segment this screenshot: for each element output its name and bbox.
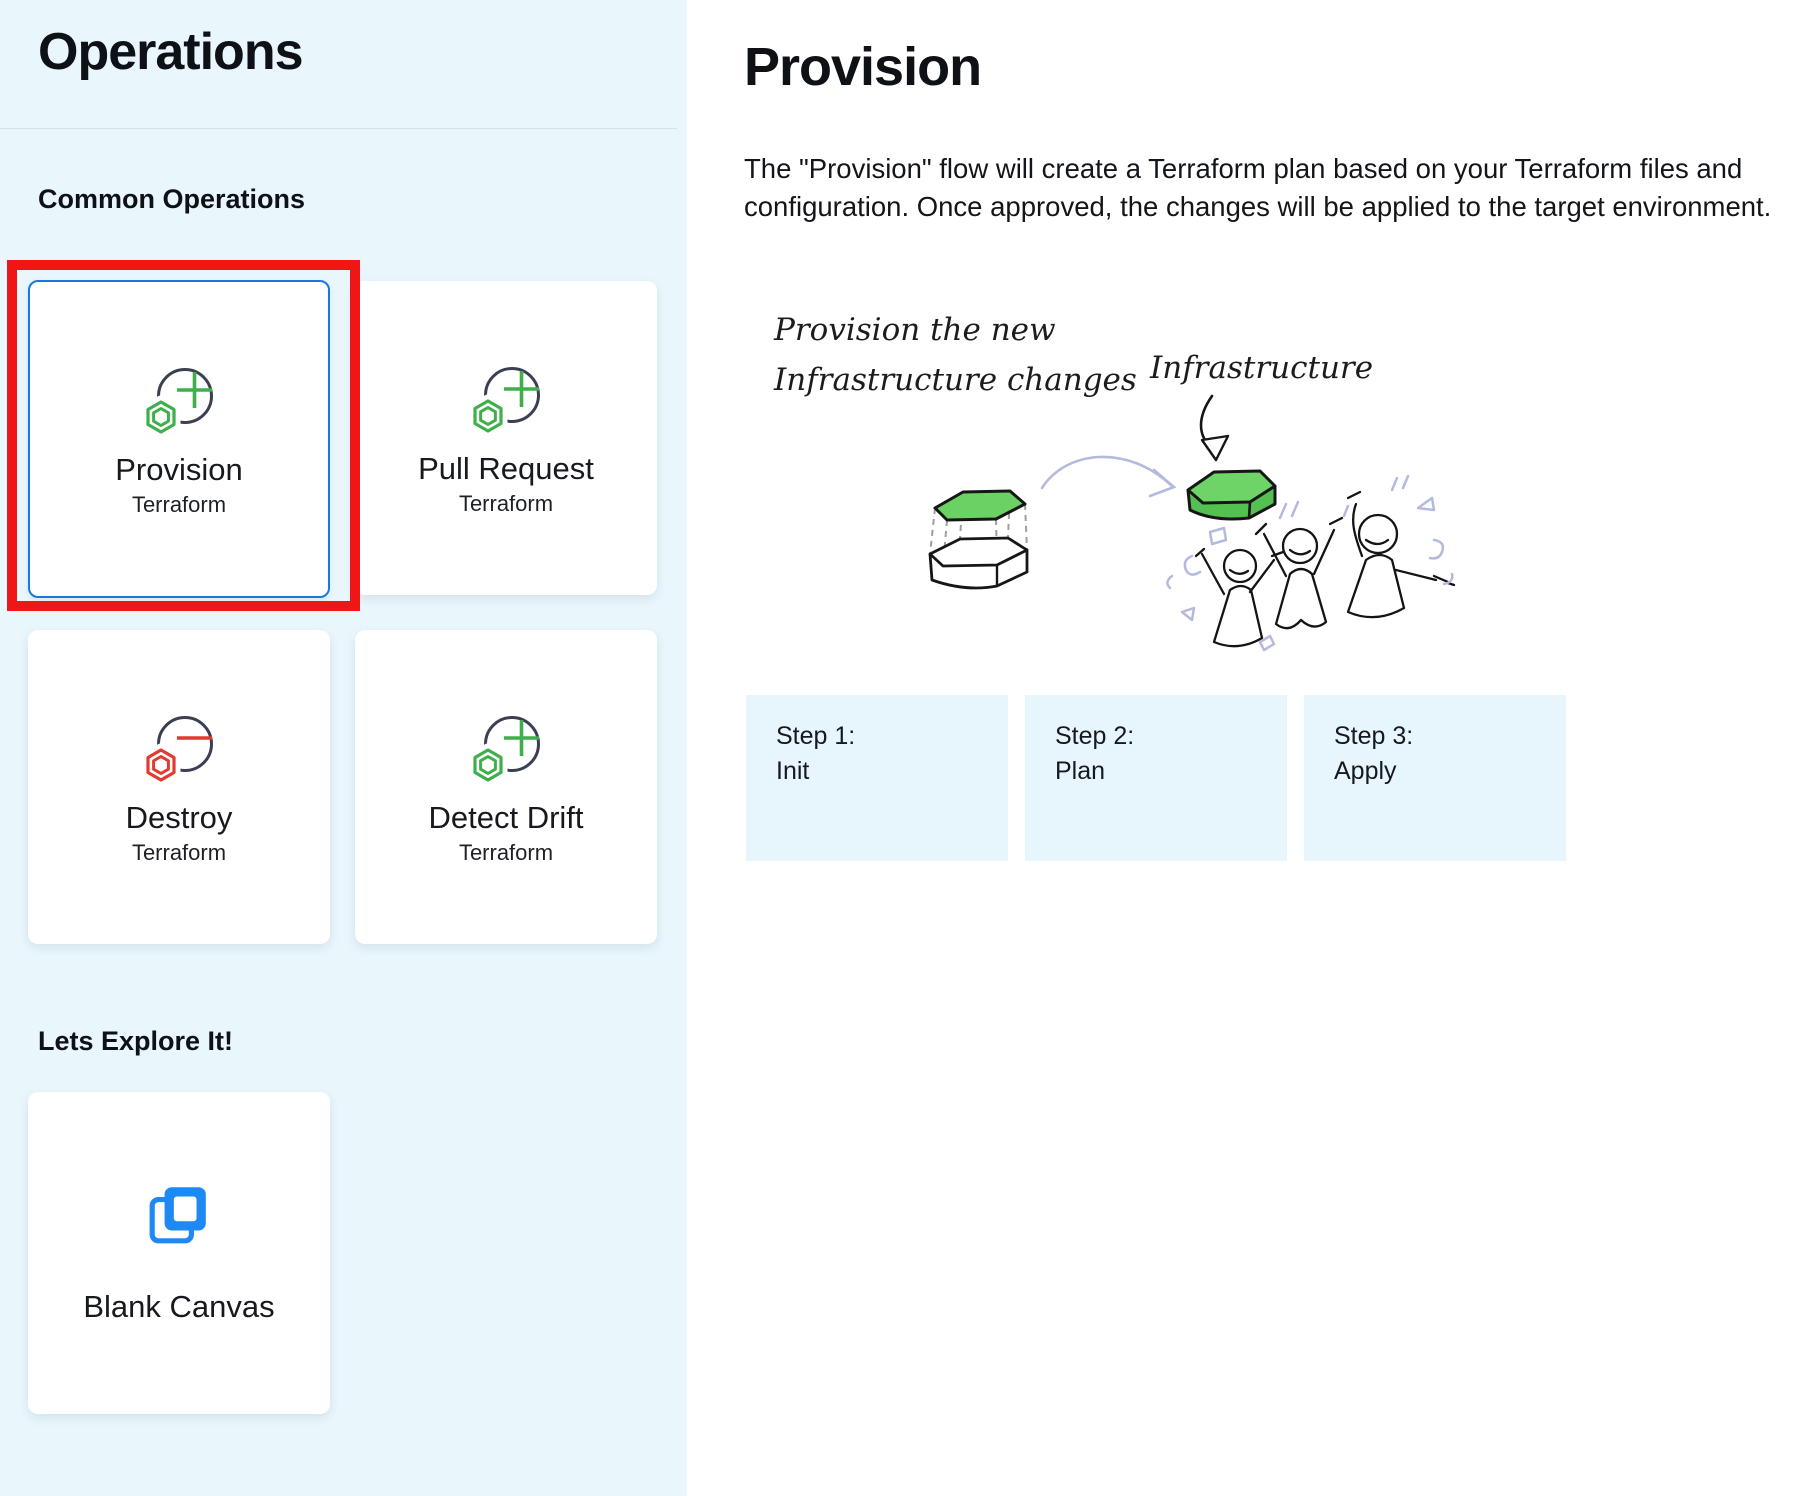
card-detect-drift-label: Detect Drift	[428, 800, 584, 836]
steps-row	[746, 695, 1566, 861]
card-pull-request-sublabel: Terraform	[458, 490, 554, 516]
page-title: Provision	[744, 37, 982, 97]
card-blank-canvas[interactable]	[28, 1092, 330, 1414]
provision-illustration	[744, 294, 1458, 683]
hexagon-plus-icon	[460, 359, 552, 442]
step-2-subtitle: Plan	[1055, 757, 1106, 785]
card-blank-canvas-label: Blank Canvas	[83, 1289, 275, 1325]
down-arrow-sketch	[1201, 396, 1228, 460]
card-detect-drift-sublabel: Terraform	[458, 839, 554, 865]
step-box-apply	[1304, 695, 1566, 861]
card-provision-sublabel: Terraform	[131, 491, 227, 517]
provisioned-hexagon-sketch	[1188, 471, 1275, 519]
card-provision[interactable]	[28, 280, 330, 598]
card-destroy-label: Destroy	[125, 800, 233, 836]
step-3-title: Step 3:	[1334, 722, 1414, 750]
hexagon-plus-icon	[460, 708, 552, 791]
transition-arrow-sketch	[1042, 457, 1174, 496]
sidebar-title: Operations	[38, 23, 303, 81]
illustration-caption-line1: Provision the new	[774, 312, 1056, 348]
hexagon-minus-icon	[133, 708, 225, 791]
illustration-right-label: Infrastructure	[1150, 350, 1374, 386]
card-detect-drift[interactable]	[355, 630, 657, 944]
step-box-init	[746, 695, 1008, 861]
card-pull-request[interactable]	[355, 281, 657, 595]
flow-description: The "Provision" flow will create a Terraform plan based on your Terraform files and configuration. Once approved, the changes will be applied to the target environment.	[744, 153, 1772, 222]
card-destroy[interactable]	[28, 630, 330, 944]
step-box-plan	[1025, 695, 1287, 861]
step-1-title: Step 1:	[776, 722, 856, 750]
common-operations-heading: Common Operations	[38, 184, 306, 214]
card-provision-label: Provision	[115, 452, 243, 488]
hexagon-plus-icon	[133, 360, 225, 443]
illustration-caption-line2: Infrastructure changes	[774, 362, 1137, 398]
lets-explore-heading: Lets Explore It!	[38, 1026, 234, 1056]
blank-canvas-icon	[146, 1181, 212, 1252]
card-pull-request-label: Pull Request	[418, 451, 594, 487]
step-3-subtitle: Apply	[1334, 757, 1397, 785]
operations-sidebar	[0, 0, 687, 1496]
planned-hexagon-sketch	[930, 491, 1027, 588]
sidebar-divider	[0, 128, 677, 129]
step-2-title: Step 2:	[1055, 722, 1135, 750]
step-1-subtitle: Init	[776, 757, 810, 785]
card-destroy-sublabel: Terraform	[131, 839, 227, 865]
